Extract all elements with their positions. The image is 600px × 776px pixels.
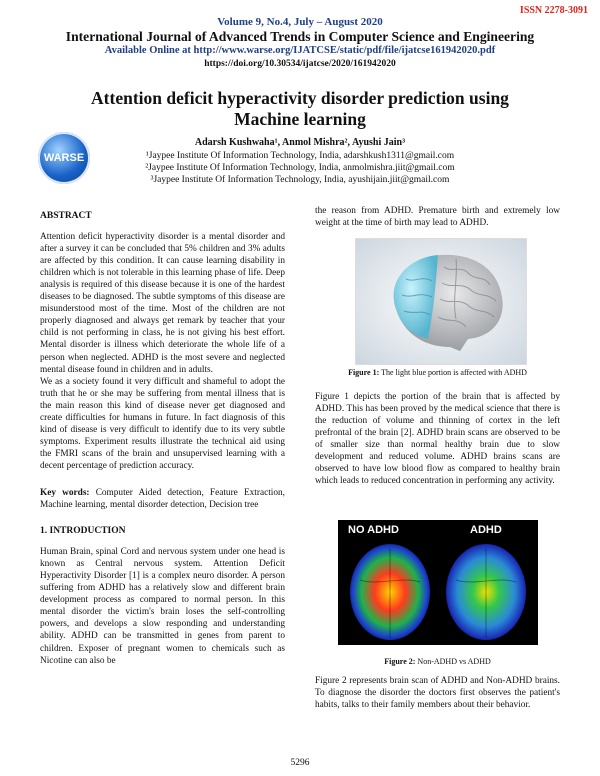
doi-link[interactable]: https://doi.org/10.30534/ijatcse/2020/161942020 — [204, 59, 396, 69]
abstract-paragraph-1: Attention deficit hyperactivity disorder is a mental disorder and after a survey it can be concluded that 5% children and 3% adults are affected by this condition. It can cause learning disability in children which is not tolerable in this learning phase of life. Deep analysis is required of this disease because it is one of the hardest diseases to be diagnosed. The subtle symptoms of this disease are misunderstood most of the time. Most of the children are not properly diagnosed and always get remark by teacher that your child is not performing in class, he is not giving his best effort. Mental disorder is illness which deteriorate the whole life of a person when neglected. ADHD is the most severe and neglected mental disease found in children and in adults. — [40, 232, 285, 375]
figure-2-caption — [315, 657, 560, 666]
right-column-top-text: the reason from ADHD. Premature birth and extremely low weight at the time of birth may lead to ADHD. — [315, 206, 560, 229]
issn: ISSN 2278-3091 — [519, 5, 588, 16]
brain-illustration — [356, 239, 526, 364]
introduction-heading: 1. INTRODUCTION — [40, 526, 126, 537]
paper-title-line1: Attention deficit hyperactivity disorder prediction using — [91, 88, 509, 108]
spect-scan-illustration — [338, 520, 538, 645]
figure-1-label: Figure 1: — [348, 368, 380, 377]
figure-2-label: Figure 2: — [384, 657, 416, 666]
figure-2-caption-text: Non-ADHD vs ADHD — [417, 657, 491, 666]
keywords-label: Key words: — [40, 487, 90, 498]
no-adhd-label: NO ADHD — [348, 524, 399, 536]
figure-2-paragraph: Figure 2 represents brain scan of ADHD and Non-ADHD brains. To diagnose the disorder the doctors first observes the patient's habits, talks to their family members about their behavior. — [315, 676, 560, 711]
available-online-link[interactable]: Available Online at http://www.warse.org/IJATCSE/static/pdf/file/ijatcse161942020.pdf — [104, 45, 496, 56]
journal-title: International Journal of Advanced Trends in Computer Science and Engineering — [65, 29, 535, 44]
abstract-heading: ABSTRACT — [40, 211, 92, 221]
paper-title — [40, 88, 560, 130]
page-number: 5296 — [290, 758, 310, 768]
introduction-paragraph: Human Brain, spinal Cord and nervous system under one head is known as Central nervous system. Attention Deficit Hyperactivity Disorder [1] is a complex neuro disorder. A person suffering from ADHD has a relatively slow and different brain development process as compared to normal person. In this mental disorder the victim's brain loses the self-controlling powers, and develops a slow responding and understanding ability. ADHD can be transmitted in genes from parent to children. Exposer of pregnant women to chemicals such as Nicotine can also be — [40, 547, 285, 666]
figure-1-caption-text: The light blue portion is affected with ADHD — [381, 368, 527, 377]
paper-title-line2: Machine learning — [234, 109, 366, 129]
figure-1-caption — [315, 368, 560, 377]
keywords-text: Computer Aided detection, Feature Extraction, Machine learning, mental disorder detection, Decision tree — [40, 487, 285, 511]
affiliation-2: ²Jaypee Institute Of Information Technology, India, anmolmishra.jiit@gmail.com — [145, 163, 455, 173]
figure-1-paragraph: Figure 1 depicts the portion of the brain that is affected by ADHD. This has been proved by the medical science that there is the reduction of volume and thinning of cortex in the left prefrontal of the brain [2]. ADHD brain scans are observed to be of smaller size than normal healthy brain due to slow development and reduced volume. ADHD brains scans are observed to have low blood flow as compared to healthy brain which leads to reduced concentration in performing any activity. — [315, 392, 560, 487]
keywords — [40, 487, 285, 511]
figure-2-brain-scans — [338, 520, 538, 645]
affiliation-1: ¹Jaypee Institute Of Information Technology, India, adarshkush1311@gmail.com — [145, 151, 455, 161]
abstract-paragraph-2: We as a society found it very difficult and shameful to adopt the truth that he or she may be suffering from mental illness that is the main reason this kind of disease never get diagnosed and create difficulties for humans in future. In fact diagnosis of this kind of disease is very difficult to identify due to its very subtle symptoms. Experiment results illustrate the technical aid using the FMRI scans of the brain and unsupervised learning with a decent percentage of prediction accuracy. — [40, 376, 285, 471]
volume-line: Volume 9, No.4, July – August 2020 — [217, 16, 383, 28]
affiliation-3: ³Jaypee Institute Of Information Technology, India, ayushijain.jiit@gmail.com — [150, 175, 450, 185]
logo-text: WARSE — [43, 152, 85, 164]
left-column — [40, 210, 285, 667]
authors: Adarsh Kushwaha¹, Anmol Mishra², Ayushi Jain³ — [194, 137, 406, 148]
figure-1-brain-image — [355, 238, 527, 365]
adhd-label: ADHD — [470, 524, 502, 536]
